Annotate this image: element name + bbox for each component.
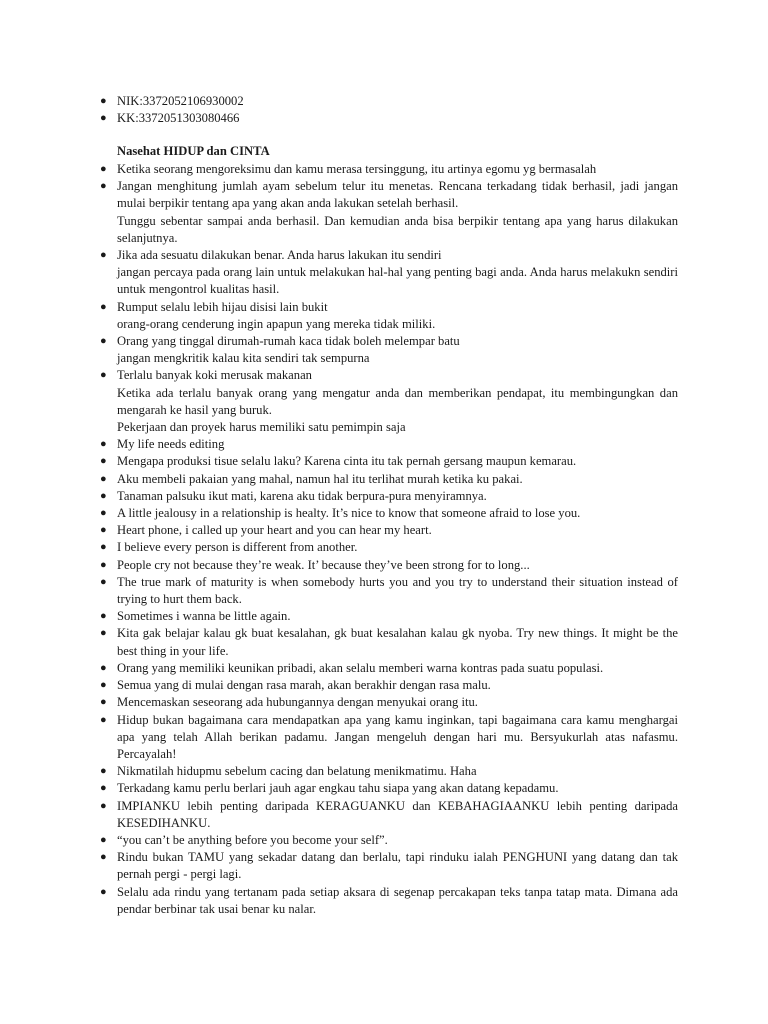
bullet-icon: ● <box>100 765 107 778</box>
list-item-text: Kita gak belajar kalau gk buat kesalahan, gk buat kesalahan kalau gk nyoba. Try new things. It might be the best thing in your life. <box>117 626 678 658</box>
bullet-icon: ● <box>100 335 107 348</box>
list-item-text: Rindu bukan TAMU yang sekadar datang dan berlalu, tapi rinduku ialah PENGHUNI yang datang dan tak pernah pergi - pergi lagi. <box>117 850 678 882</box>
list-item <box>100 625 678 659</box>
list-item-text: Rumput selalu lebih hijau disisi lain bukit <box>117 299 328 314</box>
bullet-icon: ● <box>100 799 107 812</box>
list-item <box>100 660 678 677</box>
list-item-text: Ketika ada terlalu banyak orang yang mengatur anda dan memberikan pendapat, itu membingungkan dan mengarah ke hasil yang buruk. <box>117 385 678 417</box>
bullet-icon: ● <box>100 713 107 726</box>
list-item-text: Selalu ada rindu yang tertanam pada setiap aksara di segenap percakapan teks tanpa tatap mata. Dimana ada pendar berbinar tak usai benar ku nalar. <box>117 884 678 916</box>
bullet-icon: ● <box>100 885 107 898</box>
list-item <box>100 299 678 333</box>
list-item <box>100 780 678 797</box>
list-item-text: Tunggu sebentar sampai anda berhasil. Dan kemudian anda bisa berpikir tentang apa yang harus dilakukan selanjutnya. <box>117 213 678 245</box>
list-item-text: “you can’t be anything before you become your self”. <box>117 832 388 847</box>
bullet-icon: ● <box>100 696 107 709</box>
list-item-text: jangan mengkritik kalau kita sendiri tak sempurna <box>117 351 370 366</box>
list-item-text: People cry not because they’re weak. It’ because they’ve been strong for to long... <box>117 557 530 572</box>
bullet-icon: ● <box>100 489 107 502</box>
list-item <box>100 539 678 556</box>
bullet-icon: ● <box>100 627 107 640</box>
list-item <box>100 798 678 832</box>
list-item-text: Jika ada sesuatu dilakukan benar. Anda harus lakukan itu sendiri <box>117 248 442 263</box>
list-item-text: Nikmatilah hidupmu sebelum cacing dan belatung menikmatimu. Haha <box>117 764 477 779</box>
bullet-icon: ● <box>100 472 107 485</box>
id-item-kk <box>100 110 678 127</box>
list-item <box>100 436 678 453</box>
list-item <box>100 763 678 780</box>
list-item <box>100 247 678 299</box>
bullet-icon: ● <box>100 507 107 520</box>
list-item <box>100 367 678 436</box>
list-item-text: I believe every person is different from another. <box>117 540 358 555</box>
id-item-nik <box>100 93 678 110</box>
bullet-icon: ● <box>100 180 107 193</box>
bullet-icon: ● <box>100 163 107 175</box>
list-item-text: Pekerjaan dan proyek harus memiliki satu pemimpin saja <box>117 420 406 435</box>
list-item <box>100 505 678 522</box>
list-item <box>100 453 678 470</box>
list-item-text: Hidup bukan bagaimana cara mendapatkan apa yang kamu inginkan, tapi bagaimana cara kamu menghargai apa yang telah Allah berikan padamu. Jangan mengeluh dengan hari mu. Bersyukurlah atas nafasmu. Percayalah! <box>117 712 678 761</box>
list-item-text: Mencemaskan seseorang ada hubungannya dengan menyukai orang itu. <box>117 695 478 710</box>
bullet-icon: ● <box>100 455 107 468</box>
id-text: KK:3372051303080466 <box>117 111 240 126</box>
id-list <box>100 93 678 127</box>
list-item-text: Sometimes i wanna be little again. <box>117 609 291 624</box>
bullet-icon: ● <box>100 610 107 623</box>
list-item <box>100 178 678 247</box>
list-item <box>100 471 678 488</box>
bullet-icon: ● <box>100 95 107 107</box>
list-item <box>100 694 678 711</box>
list-item <box>100 161 678 178</box>
list-item <box>100 333 678 367</box>
bullet-icon: ● <box>100 558 107 571</box>
list-item-text: Heart phone, i called up your heart and you can hear my heart. <box>117 523 432 538</box>
list-item <box>100 884 678 918</box>
bullet-icon: ● <box>100 782 107 795</box>
list-item-text: Aku membeli pakaian yang mahal, namun hal itu terlihat murah ketika ku pakai. <box>117 471 523 486</box>
list-item-text: Ketika seorang mengoreksimu dan kamu merasa tersinggung, itu artinya egomu yg bermasalah <box>117 162 597 176</box>
bullet-icon: ● <box>100 249 107 262</box>
list-item <box>100 677 678 694</box>
list-item-text: Terlalu banyak koki merusak makanan <box>117 368 312 383</box>
list-item <box>100 488 678 505</box>
list-item-text: Mengapa produksi tisue selalu laku? Karena cinta itu tak pernah gersang maupun kemarau. <box>117 454 577 469</box>
bullet-icon: ● <box>100 524 107 537</box>
list-item-text: Orang yang tinggal dirumah-rumah kaca tidak boleh melempar batu <box>117 334 460 349</box>
list-item-text: Terkadang kamu perlu berlari jauh agar engkau tahu siapa yang akan datang kepadamu. <box>117 781 559 796</box>
list-item-text: jangan percaya pada orang lain untuk melakukan hal-hal yang penting bagi anda. Anda harus melakukn sendiri untuk mengontrol kualitas hasil. <box>117 265 678 297</box>
list-item-text: Jangan menghitung jumlah ayam sebelum telur itu menetas. Rencana terkadang tidak berhasil, jadi jangan mulai berpikir tentang apa yang akan anda lakukan setelah berhasil. <box>117 179 678 211</box>
list-item <box>100 608 678 625</box>
list-item <box>100 522 678 539</box>
bullet-icon: ● <box>100 661 107 674</box>
id-text: NIK:3372052106930002 <box>117 94 244 108</box>
list-item <box>100 557 678 574</box>
bullet-icon: ● <box>100 575 107 588</box>
list-item-text: The true mark of maturity is when somebody hurts you and you try to understand their situation instead of trying to hurt them back. <box>117 574 678 607</box>
list-item <box>100 849 678 883</box>
advice-list <box>100 161 678 918</box>
bullet-icon: ● <box>100 438 107 451</box>
list-item-text: A little jealousy in a relationship is healty. It’s nice to know that someone afraid to lose you. <box>117 506 581 521</box>
bullet-icon: ● <box>100 541 107 554</box>
bullet-icon: ● <box>100 679 107 692</box>
list-item <box>100 574 678 608</box>
list-item-text: My life needs editing <box>117 437 225 452</box>
list-item-text: IMPIANKU lebih penting daripada KERAGUANKU dan KEBAHAGIAANKU lebih penting daripada KESEDIHANKU. <box>117 798 678 830</box>
list-item <box>100 832 678 849</box>
list-item-text: Semua yang di mulai dengan rasa marah, akan berakhir dengan rasa malu. <box>117 678 491 693</box>
bullet-icon: ● <box>100 300 107 313</box>
section-heading: Nasehat HIDUP dan CINTA <box>117 144 270 158</box>
bullet-icon: ● <box>100 369 107 382</box>
list-item-text: orang-orang cenderung ingin apapun yang mereka tidak miliki. <box>117 316 436 331</box>
list-item-text: Orang yang memiliki keunikan pribadi, akan selalu memberi warna kontras pada suatu populasi. <box>117 660 604 675</box>
list-item <box>100 712 678 764</box>
bullet-icon: ● <box>100 112 107 125</box>
list-item-text: Tanaman palsuku ikut mati, karena aku tidak berpura-pura menyiramnya. <box>117 488 487 503</box>
bullet-icon: ● <box>100 851 107 864</box>
bullet-icon: ● <box>100 833 107 846</box>
